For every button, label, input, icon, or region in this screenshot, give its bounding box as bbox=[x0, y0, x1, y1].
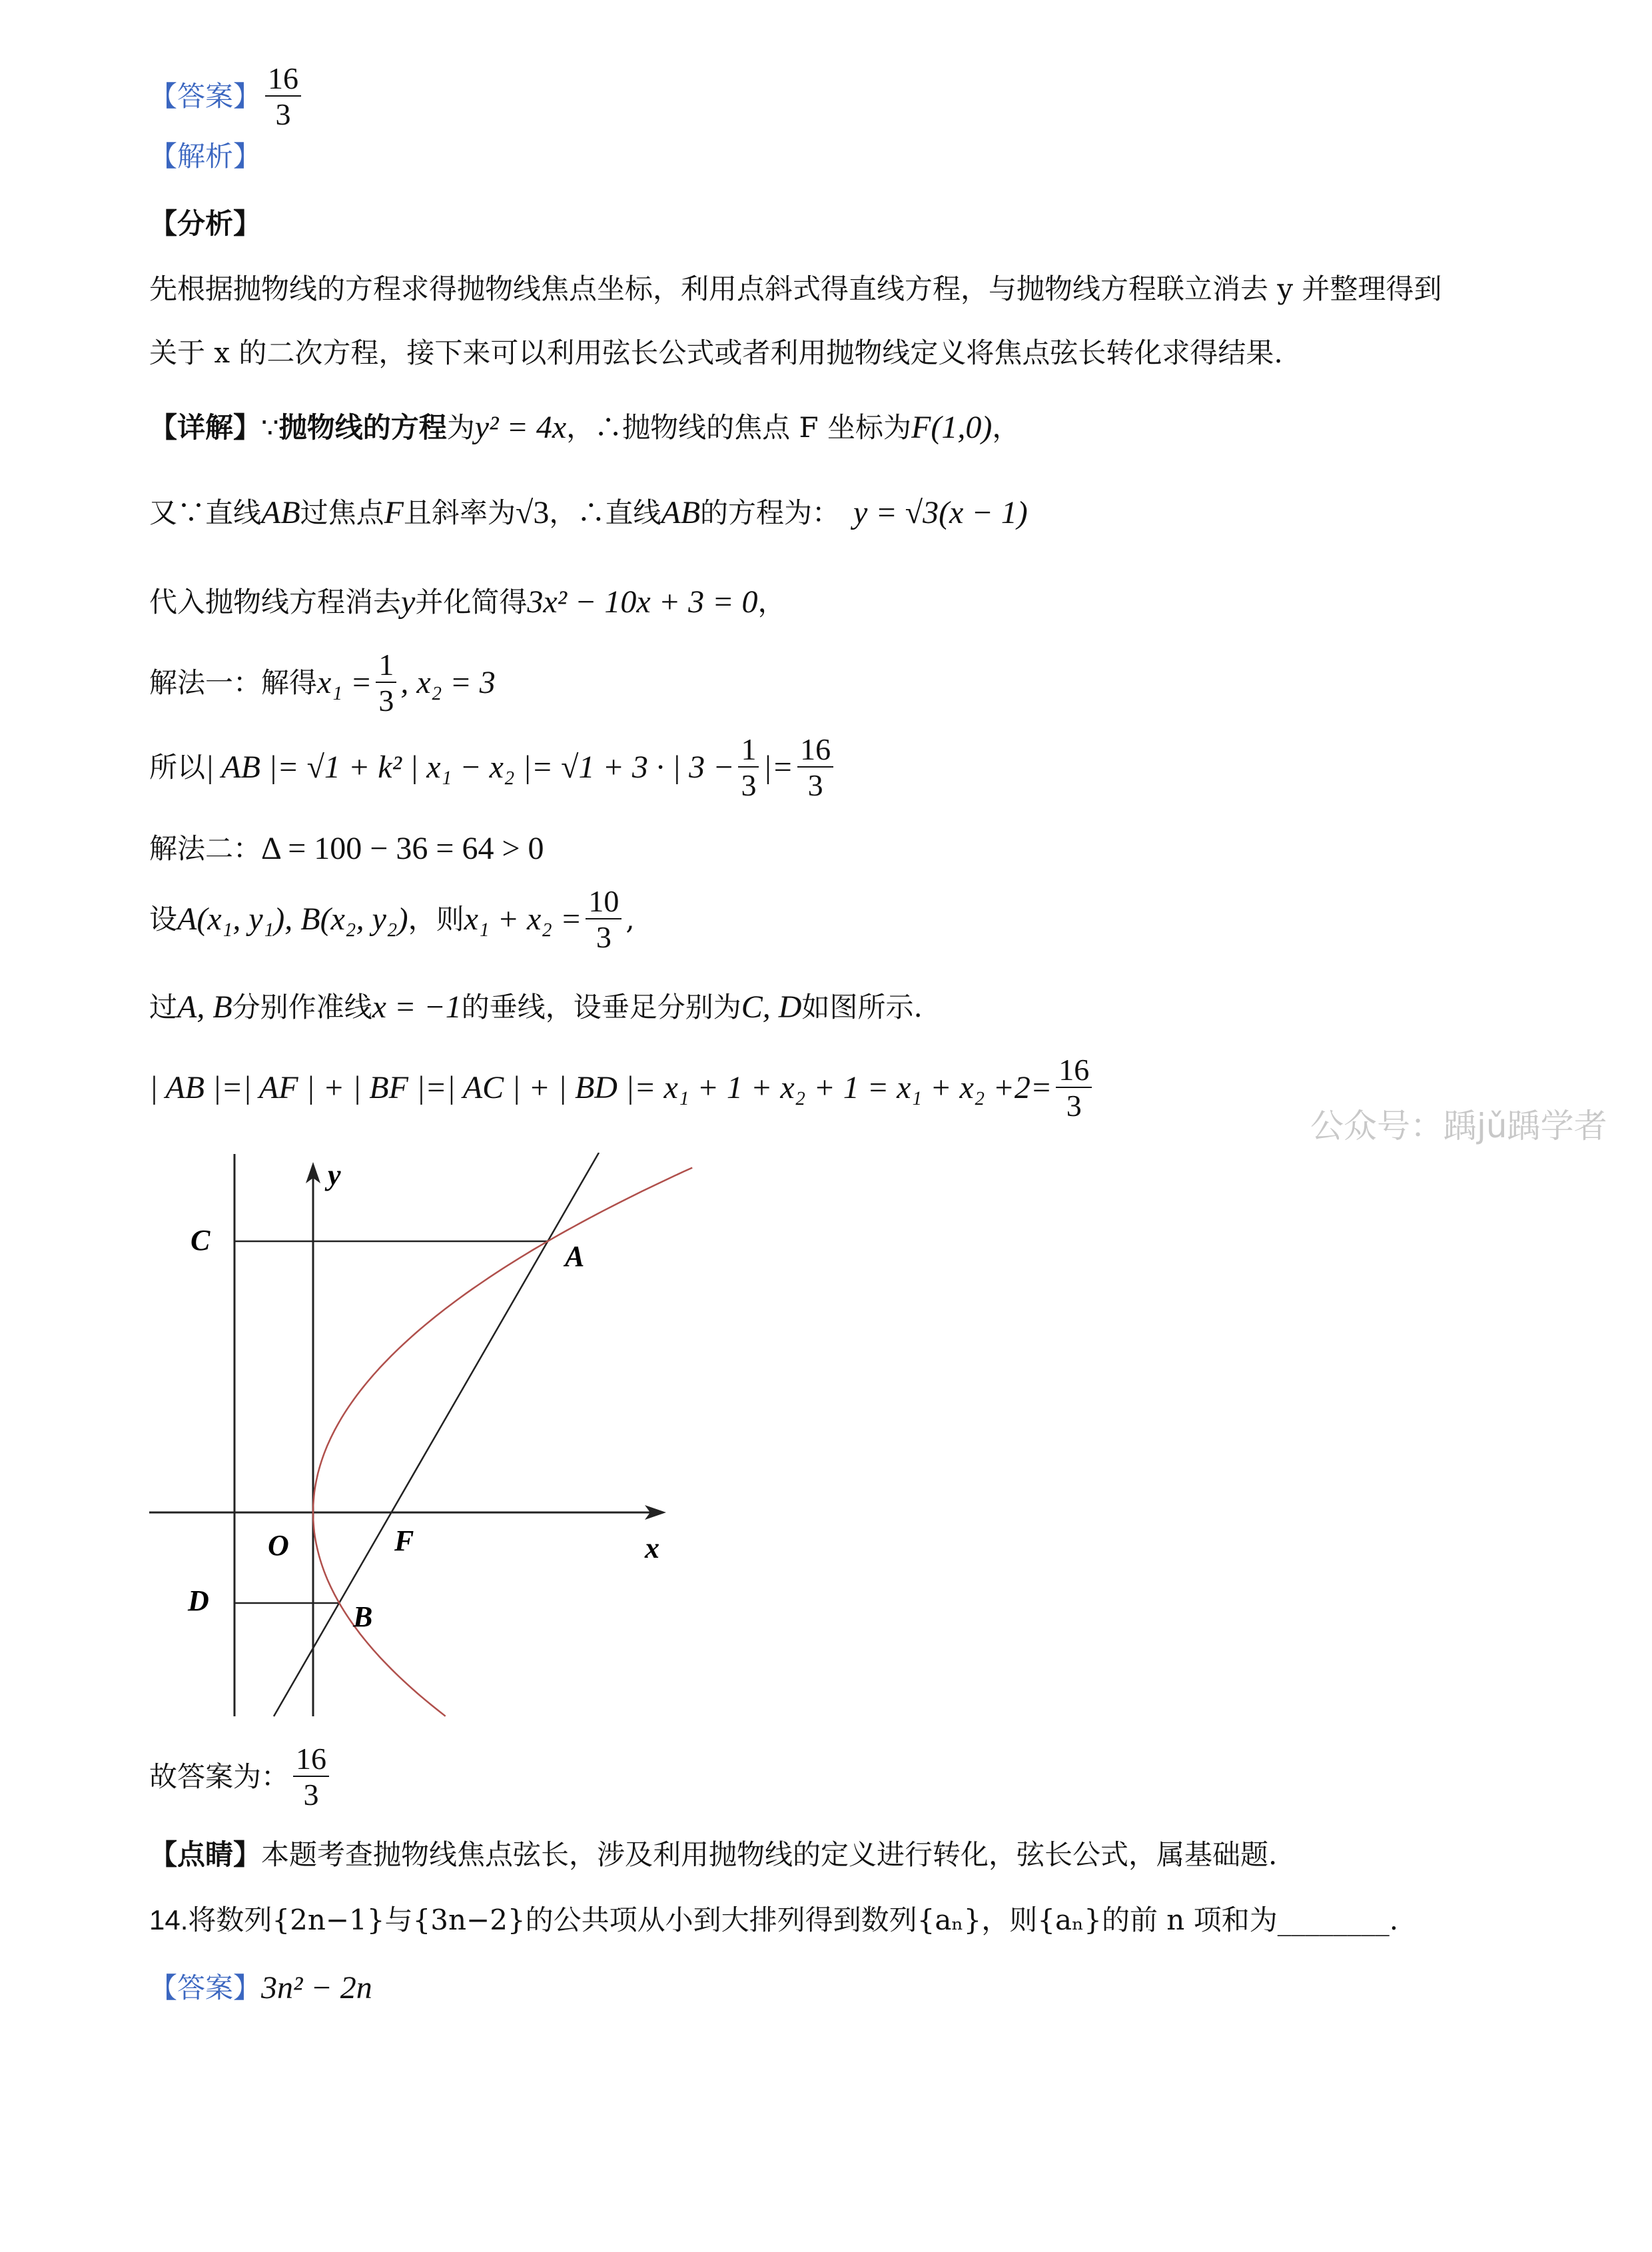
parabola-figure bbox=[149, 1153, 702, 1719]
denominator: 3 bbox=[596, 920, 612, 954]
text: , bbox=[625, 903, 635, 935]
fenxi-text-2: 关于 x 的二次方程，接下来可以利用弦长公式或者利用抛物线定义将焦点弦长转化求得结果. bbox=[149, 336, 1283, 369]
watermark: 公众号：踽jǔ踽学者 bbox=[1310, 1107, 1607, 1145]
question-14 bbox=[149, 1906, 1398, 1934]
line-2 bbox=[149, 497, 1028, 529]
math: F bbox=[384, 495, 404, 530]
text: 故答案为： bbox=[149, 1760, 290, 1793]
math: AB bbox=[661, 495, 701, 530]
text: 的方程为： bbox=[700, 496, 841, 529]
final-answer-line bbox=[149, 1744, 333, 1810]
analysis-label: 【解析】 bbox=[149, 140, 262, 173]
fenxi-label: 【分析】 bbox=[149, 207, 262, 240]
answer-line bbox=[149, 63, 305, 130]
denominator: 3 bbox=[1066, 1089, 1082, 1123]
line-8 bbox=[149, 991, 923, 1023]
equation: Δ = 100 − 36 = 64 > 0 bbox=[261, 831, 544, 866]
fraction bbox=[293, 1744, 329, 1810]
text: 并化简得 bbox=[415, 586, 528, 618]
label-y: y bbox=[328, 1159, 341, 1191]
equation: | AB |=| AF | + | BF |=| AC | + | BD |= x₁ + 1 + x₂ + 1 = x₁ + x₂ +2= bbox=[149, 1070, 1052, 1105]
math: AB bbox=[261, 495, 300, 530]
text: ，则 bbox=[408, 903, 464, 935]
dianjing-line bbox=[149, 1838, 1278, 1871]
text: ，∴直线 bbox=[549, 496, 661, 529]
line-9 bbox=[149, 1055, 1096, 1121]
text: 的垂线，设垂足分别为 bbox=[461, 991, 741, 1023]
equation: x = −1 bbox=[372, 989, 462, 1025]
line-7 bbox=[149, 886, 635, 953]
math: √3 bbox=[516, 495, 550, 530]
text: 过焦点 bbox=[300, 496, 384, 529]
equation: F(1,0) bbox=[911, 410, 993, 445]
detail-line bbox=[149, 412, 1020, 444]
equation: A, B bbox=[177, 989, 232, 1025]
fraction bbox=[738, 734, 759, 801]
equation: | AB |= √1 + k² | x₁ − x₂ |= √1 + 3 · | 3 − bbox=[205, 750, 735, 785]
equation: C, D bbox=[741, 989, 802, 1025]
text: ，∴抛物线的焦点 F 坐标为 bbox=[566, 411, 912, 444]
detail-label: 【详解】 bbox=[149, 411, 262, 444]
denominator: 3 bbox=[807, 768, 823, 802]
text: 过 bbox=[149, 991, 178, 1023]
numerator: 10 bbox=[586, 886, 621, 919]
label-f: F bbox=[394, 1524, 414, 1557]
line-5 bbox=[149, 734, 837, 801]
numerator: 16 bbox=[1056, 1055, 1092, 1088]
fraction bbox=[1056, 1055, 1092, 1121]
equation: y = √3(x − 1) bbox=[853, 495, 1028, 530]
equation: , x₂ = 3 bbox=[400, 665, 496, 700]
answer-label: 【答案】 bbox=[149, 80, 262, 113]
label-d: D bbox=[188, 1584, 209, 1617]
dianjing-label: 【点睛】 bbox=[149, 1838, 262, 1871]
dianjing-text: 本题考查抛物线焦点弦长，涉及利用抛物线的定义进行转化，弦长公式，属基础题. bbox=[261, 1838, 1278, 1871]
text: 设 bbox=[149, 903, 178, 935]
label-b: B bbox=[353, 1600, 373, 1633]
equation: x₁ + x₂ = bbox=[464, 901, 582, 937]
numerator: 16 bbox=[797, 734, 833, 768]
because: ∵ bbox=[261, 411, 279, 444]
equation: 3x² − 10x + 3 = 0 bbox=[527, 584, 758, 620]
label-c: C bbox=[191, 1224, 210, 1257]
text: 代入抛物线方程消去 bbox=[149, 586, 402, 618]
equation: y² = 4x bbox=[474, 410, 567, 445]
numerator: 1 bbox=[738, 734, 759, 768]
numerator: 16 bbox=[293, 1744, 329, 1777]
denominator: 3 bbox=[378, 684, 394, 718]
fraction bbox=[376, 650, 396, 716]
answer-label: 【答案】 bbox=[149, 1971, 262, 2004]
denominator: 3 bbox=[303, 1778, 319, 1812]
fraction bbox=[797, 734, 833, 801]
line-6 bbox=[149, 833, 544, 865]
text: 为 bbox=[446, 411, 475, 444]
question-text: 将数列{2n−1}与{3n−2}的公共项从小到大排列得到数列{aₙ}，则{aₙ}的前 n 项和为________. bbox=[188, 1904, 1399, 1936]
text: 分别作准线 bbox=[232, 991, 372, 1023]
denominator: 3 bbox=[741, 768, 757, 802]
label-o: O bbox=[268, 1529, 289, 1562]
text: 解法一：解得 bbox=[149, 666, 318, 699]
equation: x₁ = bbox=[317, 665, 372, 700]
text: 如图所示. bbox=[801, 991, 923, 1023]
line-ab bbox=[274, 1153, 599, 1716]
numerator: 16 bbox=[265, 63, 301, 97]
text: 又∵直线 bbox=[149, 496, 262, 529]
fraction bbox=[586, 886, 621, 953]
fenxi-text-1: 先根据抛物线的方程求得抛物线焦点坐标，利用点斜式得直线方程，与抛物线方程联立消去 y 并整理得到 bbox=[149, 273, 1442, 305]
equation: A(x₁, y₁), B(x₂, y₂) bbox=[177, 901, 408, 937]
bold-text: 抛物线的方程 bbox=[278, 411, 447, 444]
text: ， bbox=[992, 411, 1021, 444]
answer-fraction bbox=[265, 63, 301, 130]
equation: |= bbox=[763, 750, 794, 785]
label-a: A bbox=[565, 1240, 585, 1273]
text: 且斜率为 bbox=[404, 496, 516, 529]
label-x: x bbox=[645, 1532, 659, 1564]
math: y bbox=[401, 584, 416, 620]
text: 所以 bbox=[149, 751, 206, 784]
answer-14-line bbox=[149, 1972, 372, 2004]
text: 解法二： bbox=[149, 832, 262, 865]
line-3 bbox=[149, 586, 786, 618]
text: ， bbox=[757, 586, 786, 618]
line-4 bbox=[149, 650, 496, 716]
answer-value: 3n² − 2n bbox=[261, 1970, 372, 2005]
parabola-curve bbox=[313, 1168, 692, 1716]
numerator: 1 bbox=[376, 650, 396, 683]
question-number: 14. bbox=[149, 1904, 189, 1936]
denominator: 3 bbox=[275, 97, 291, 131]
